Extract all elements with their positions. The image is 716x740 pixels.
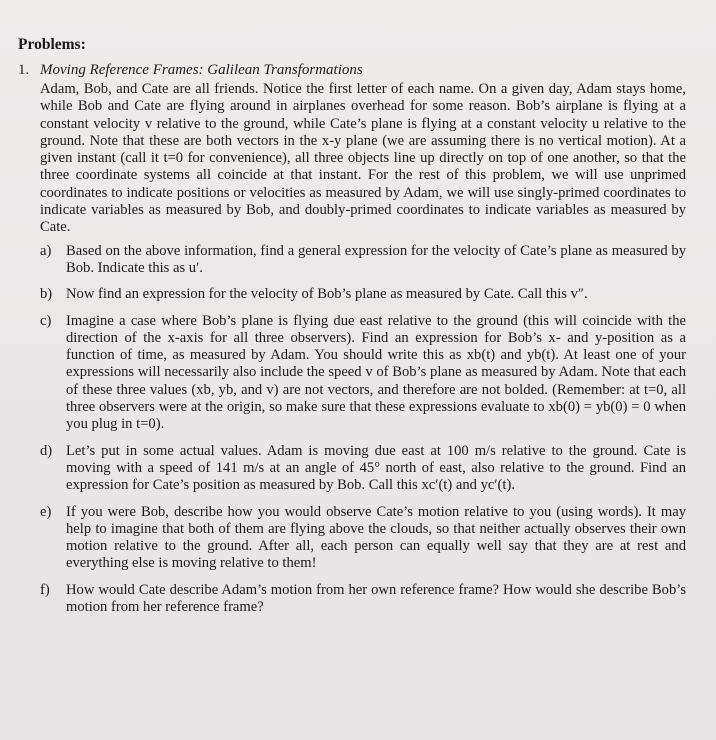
part-d (40, 443, 686, 495)
part-label: f) (40, 581, 50, 598)
part-label: c) (40, 312, 52, 329)
part-label: e) (40, 503, 52, 520)
part-label: b) (40, 286, 53, 303)
problem-1 (18, 62, 686, 625)
part-label: a) (40, 242, 52, 259)
part-e (40, 504, 686, 573)
part-label: d) (40, 442, 53, 459)
problem-intro: Adam, Bob, and Cate are all friends. Notice the first letter of each name. On a given day, Adam stays home, while Bob and Cate are flying around in airplanes overhead for some reason. Bob’s airplane is flying at a constant velocity v relative to the ground, while Cate’s plane is flying at a constant velocity u relative to the ground. Note that these are both vectors in the x-y plane (we are assuming there is no vertical motion). At a given instant (call it t=0 for convenience), all three objects line up directly on top of one another, so that the three coordinate systems all coincide at that instant. For the rest of this problem, we will use unprimed coordinates to indicate positions or velocities as measured by Adam, we will use singly-primed coordinates to indicate variables as measured by Bob, and doubly-primed coordinates to indicate variables as measured by Cate. (40, 81, 686, 236)
part-text: How would Cate describe Adam’s motion from her own reference frame? How would she describe Bob’s motion from her reference frame? (66, 581, 686, 616)
part-a (40, 243, 686, 278)
section-heading: Problems: (18, 36, 86, 53)
part-c (40, 313, 686, 434)
part-text: Let’s put in some actual values. Adam is moving due east at 100 m/s relative to the ground. Cate is moving with a speed of 141 m/s at an angle of 45° north of east, also relative to the ground. Find an expression for Cate’s position as measured by Bob. Call this xc′(t) and yc′(t). (66, 442, 686, 494)
part-text: Imagine a case where Bob’s plane is flying due east relative to the ground (this will coincide with the direction of the x-axis for all three observers). Find an expression for Bob’s x- and y-position as a function of time, as measured by Adam. You should write this as xb(t) and yb(t). At least one of your expressions will necessarily also include the speed v of Bob’s plane as measured by Adam. Note that each of these three values (xb, yb, and v) are not vectors, and therefore are not bolded. (Remember: at t=0, all three observers were at the origin, so make sure that these expressions evaluate to xb(0) = yb(0) = 0 when you plug in t=0). (66, 312, 686, 433)
part-text: Based on the above information, find a general expression for the velocity of Cate’s plane as measured by Bob. Indicate this as u′. (66, 242, 686, 276)
part-f (40, 582, 686, 617)
problem-body (40, 62, 686, 625)
problem-number: 1. (18, 62, 30, 78)
part-b (40, 286, 686, 303)
problem-title: Moving Reference Frames: Galilean Transformations (40, 62, 363, 78)
part-text: If you were Bob, describe how you would observe Cate’s motion relative to you (using words). It may help to imagine that both of them are flying above the clouds, so that neither actually observes their own motion relative to the ground. After all, each person can equally well say that they are at rest and everything else is moving relative to them! (66, 503, 686, 572)
part-text: Now find an expression for the velocity of Bob’s plane as measured by Cate. Call this v″. (66, 286, 588, 303)
